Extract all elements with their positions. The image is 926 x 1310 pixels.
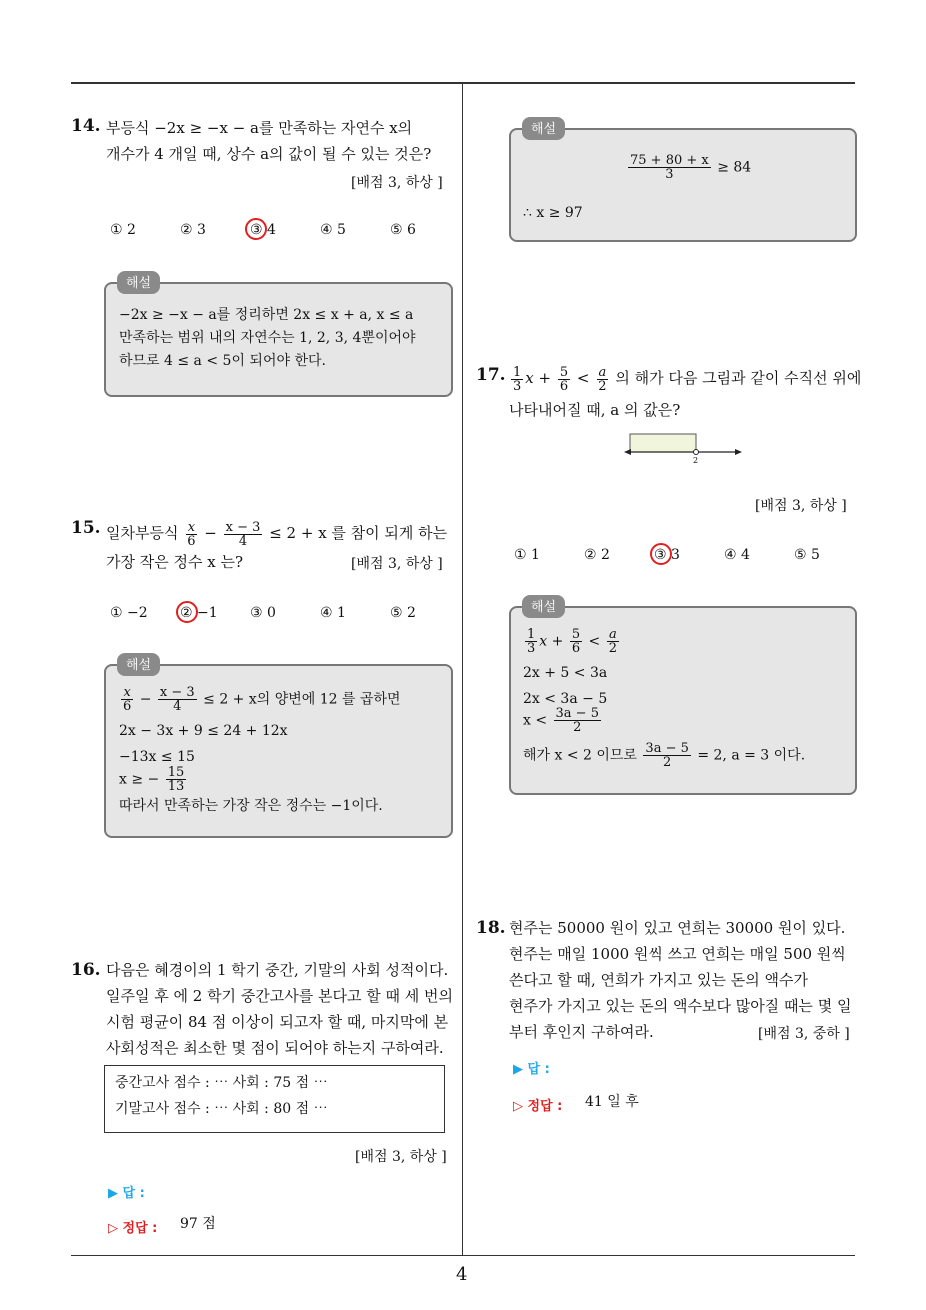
q14-solution-box [104,282,453,397]
q14-sol-line3: 하므로 4 ≤ a < 5이 되어야 한다. [119,353,326,369]
q18-correct-label: ▷ 정답 : [513,1099,563,1114]
bottom-rule [71,1255,855,1256]
q17-sol-line2: 2x + 5 < 3a [523,665,608,681]
q14-text-line1: 부등식 −2x ≥ −x − a를 만족하는 자연수 x의 [106,119,413,137]
q16-score: [배점 3, 하상 ] [355,1149,447,1165]
q18-text-line1: 현주는 50000 원이 있고 연희는 30000 원이 있다. [509,919,846,937]
q17-text-line1: $\frac{1}{3}$ x + $\frac{5}{6}$ < $\frac{a}{2}$ 의 해가 다음 그림과 같이 수직선 위에 [513,364,862,394]
q17-solution-box [509,606,857,795]
q16-text-line3: 시험 평균이 84 점 이상이 되고자 할 때, 마지막에 본 [106,1013,449,1031]
q18-correct-value: 41 일 후 [585,1094,639,1110]
q16-score-table [104,1065,445,1133]
page-number: 4 [456,1264,468,1285]
q15-sol-line3: −13x ≤ 15 [119,749,195,765]
q17-choice-5[interactable]: ⑤ 5 [794,547,820,563]
q17-solution-region [630,434,696,452]
q15-text-line2: 가장 작은 정수 x 는? [106,553,244,571]
q15-choice-3[interactable]: ③ 0 [250,605,276,621]
q16-sol-line1: $\frac{75 + 80 + x}{3}$ ≥ 84 [630,153,752,182]
q17-sol-line5: 해가 x < 2 이므로 $\frac{3a - 5}{2}$ = 2, a = 3 이다. [523,741,806,770]
q15-text-line1 [106,520,447,548]
q14-choice-4[interactable]: ④ 5 [320,222,346,238]
q18-answer-label: ▶ 답 : [513,1062,550,1077]
q17-answer-ring [650,543,672,565]
q15-solution-box [104,664,453,838]
q18-text-line3: 쓴다고 할 때, 연희가 가지고 있는 돈의 액수가 [509,971,808,989]
q17-sol-line3: 2x < 3a − 5 [523,691,608,707]
q15-score: [배점 3, 하상 ] [351,556,443,572]
q14-solution-tag: 해설 [117,271,160,294]
q15-minus: − [204,524,217,542]
q14-choice-1[interactable]: ① 2 [110,222,136,238]
q18-text-line4: 현주가 가지고 있는 돈의 액수보다 많아질 때는 몇 일 [509,997,852,1015]
q18-text-line5: 부터 후인지 구하여라. [509,1023,654,1041]
q17-numberline-label: 2 [693,456,699,465]
q17-solution-tag: 해설 [522,595,565,618]
column-divider [462,82,463,1255]
q15-prefix: 일차부등식 [106,524,179,542]
q17-choice-2[interactable]: ② 2 [584,547,610,563]
q14-answer-ring [245,218,267,240]
top-rule [71,82,855,84]
q17-open-point [694,450,699,455]
q14-choice-3[interactable]: ③ 4 [250,222,276,238]
q18-score: [배점 3, 중하 ] [758,1026,850,1042]
q17-number: 17. [476,365,506,385]
q16-text-line4: 사회성적은 최소한 몇 점이 되어야 하는지 구하여라. [106,1039,444,1057]
q17-choice-1[interactable]: ① 1 [514,547,540,563]
q14-number: 14. [71,116,101,136]
q15-number: 15. [71,518,101,538]
q17-axis-left-arrow [624,449,631,455]
q17-score: [배점 3, 하상 ] [755,498,847,514]
q17-sol-line1: $\frac{1}{3}$ x + $\frac{5}{6}$ < $\frac{a}{2}$ [527,627,618,656]
q17-choice-3[interactable]: ③ 3 [654,547,680,563]
q17-number-line [622,428,746,468]
q15-answer-ring [176,601,198,623]
q16-correct-value: 97 점 [180,1216,216,1232]
q14-text-line2: 개수가 4 개일 때, 상수 a의 값이 될 수 있는 것은? [106,145,432,163]
q15-solution-tag: 해설 [117,653,160,676]
q16-table-row2: 기말고사 점수 : ⋯ 사회 : 80 점 ⋯ [115,1101,328,1117]
q15-sol-line2: 2x − 3x + 9 ≤ 24 + 12x [119,723,288,739]
q17-axis-right-arrow [735,449,742,455]
q15-rest: ≤ 2 + x 를 참이 되게 하는 [269,524,448,542]
q15-frac1: $\frac{x}{6}$ [187,519,196,549]
q15-choice-4[interactable]: ④ 1 [320,605,346,621]
q16-correct-label: ▷ 정답 : [108,1221,158,1236]
q15-choice-2[interactable]: ② −1 [180,605,218,621]
q14-choice-2[interactable]: ② 3 [180,222,206,238]
q15-choice-5[interactable]: ⑤ 2 [390,605,416,621]
q16-text-line1: 다음은 혜경이의 1 학기 중간, 기말의 사회 성적이다. [106,961,449,979]
q16-solution-tag: 해설 [522,117,565,140]
q17-sol-line4: x < $\frac{3a - 5}{2}$ [523,706,599,735]
q16-sol-line2: ∴ x ≥ 97 [523,205,583,221]
q16-answer-label: ▶ 답 : [108,1186,145,1201]
q15-choice-1[interactable]: ① −2 [110,605,148,621]
q15-sol-line4: x ≥ − $\frac{15}{13}$ [119,765,185,794]
q15-sol-line5: 따라서 만족하는 가장 작은 정수는 −1이다. [119,798,383,814]
q14-score: [배점 3, 하상 ] [351,175,443,191]
q14-sol-line1: −2x ≥ −x − a를 정리하면 2x ≤ x + a, x ≤ a [119,307,414,323]
q17-text-line2: 나타내어질 때, a 의 값은? [509,401,681,419]
q18-number: 18. [476,918,506,938]
q16-text-line2: 일주일 후 에 2 학기 중간고사를 본다고 할 때 세 번의 [106,987,454,1005]
q15-frac2: $\frac{x - 3}{4}$ [225,519,261,549]
q15-sol-line1: $\frac{x}{6}$ − $\frac{x - 3}{4}$ ≤ 2 + x의 양변에 12 를 곱하면 [123,685,401,714]
q16-solution-box [509,128,857,242]
q18-text-line2: 현주는 매일 1000 원씩 쓰고 연희는 매일 500 원씩 [509,945,846,963]
q16-table-row1: 중간고사 점수 : ⋯ 사회 : 75 점 ⋯ [115,1075,328,1091]
q16-number: 16. [71,960,101,980]
q17-choice-4[interactable]: ④ 4 [724,547,750,563]
q14-sol-line2: 만족하는 범위 내의 자연수는 1, 2, 3, 4뿐이어야 [119,330,416,346]
q14-choice-5[interactable]: ⑤ 6 [390,222,416,238]
